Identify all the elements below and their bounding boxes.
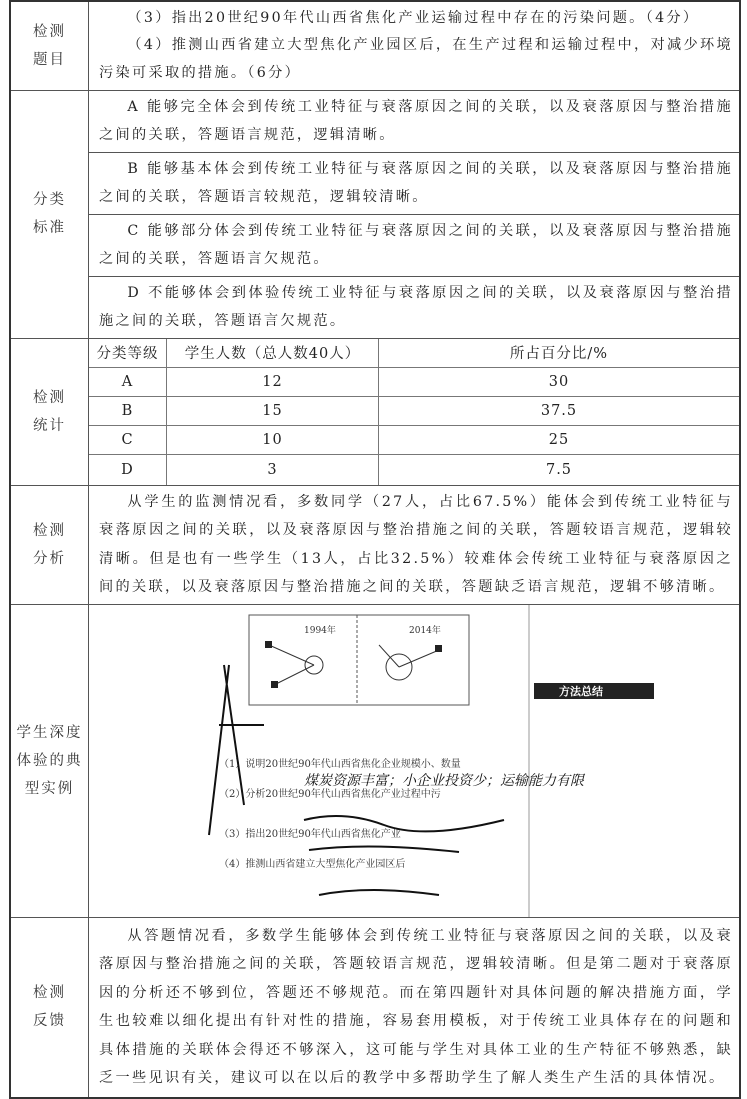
label-line: 型实例 xyxy=(24,780,75,797)
row-feedback xyxy=(10,917,740,1098)
statistics-header xyxy=(89,339,739,368)
cell-grade: A xyxy=(89,367,167,396)
printed-text: （2）分析20世纪90年代山西省焦化产业过程中污 xyxy=(219,788,441,800)
year-label: 2014年 xyxy=(409,625,441,636)
cell-grade: D xyxy=(89,454,167,485)
label-line: 检测 xyxy=(33,522,66,539)
header-percent: 所占百分比/% xyxy=(379,339,740,368)
row-statistics xyxy=(10,338,740,485)
analysis-text: 从学生的监测情况看，多数同学（27人，占比67.5%）能体会到传统工业特征与衰落原因之间的关联，以及衰落原因与整治措施之间的关联，答题较语言规范，逻辑较清晰。但是也有一些学生（13人，占比32.5%）较难体会传统工业特征与衰落原因之间的关联，以及衰落原因与整治措施之间的关联，答题缺乏语言规范，逻辑不够清晰。 xyxy=(99,493,733,595)
handwriting: 煤炭资源丰富；小企业投资少；运输能力有限 xyxy=(304,772,584,789)
row-label xyxy=(10,604,89,917)
row-question xyxy=(10,1,740,90)
cell-grade: B xyxy=(89,396,167,425)
student-answer-scan xyxy=(89,605,739,917)
table-row xyxy=(89,367,739,396)
cell-percent: 25 xyxy=(379,425,740,454)
table-row xyxy=(89,454,739,485)
feedback-text: 从答题情况看，多数学生能够体会到传统工业特征与衰落原因之间的关联，以及衰落原因与整治措施之间的关联，答题较语言规范，逻辑较清晰。但是第二题对于衰落原因的分析还不够到位，答题还不够规范。而在第四题针对具体问题的解决措施方面，学生也较难以细化提出有针对性的措施，容易套用模板，对于传统工业具体存在的问题和具体措施的关联体会得还不够深入，这可能与学生对具体工业的生产特征不够熟悉，缺乏一些见识有关，建议可以在以后的教学中多帮助学生了解人类生产生活的具体情况。 xyxy=(99,927,733,1086)
label-line: 分类 xyxy=(33,192,66,208)
printed-text: （1）说明20世纪90年代山西省焦化企业规模小、数量 xyxy=(219,758,461,770)
cell-percent: 7.5 xyxy=(379,454,740,485)
label-line: 统计 xyxy=(33,417,66,434)
criterion-a: A 能够完全体会到传统工业特征与衰落原因之间的关联，以及衰落原因与整治措施之间的关联，答题语言规范，逻辑清晰。 xyxy=(89,91,739,153)
row-example xyxy=(10,604,740,917)
row-label xyxy=(10,1,89,90)
example-content xyxy=(89,604,741,917)
label-line: 检测 xyxy=(33,389,66,406)
criterion-d: D 不能够体会到体验传统工业特征与衰落原因之间的关联，以及衰落原因与整治措施之间的关联，答题语言欠规范。 xyxy=(99,284,733,329)
question-3: （3）指出20世纪90年代山西省焦化产业运输过程中存在的污染问题。（4分） xyxy=(127,10,700,26)
printed-text: （4）推测山西省建立大型焦化产业园区后 xyxy=(219,858,406,870)
row-label xyxy=(10,485,89,604)
row-label xyxy=(10,338,89,485)
side-title: 方法总结 xyxy=(559,684,603,698)
criterion-c: C 能够部分体会到传统工业特征与衰落原因之间的关联，以及衰落原因与整治措施之间的关联，答题语言欠规范。 xyxy=(89,215,739,277)
label-line: 体验的典 xyxy=(16,752,83,769)
header-grade: 分类等级 xyxy=(89,339,167,368)
question-4: （4）推测山西省建立大型焦化产业园区后，在生产过程和运输过程中，对减少环境污染可采取的措施。（6分） xyxy=(99,36,733,81)
statistics-content xyxy=(89,338,741,485)
criterion-b: B 能够基本体会到传统工业特征与衰落原因之间的关联，以及衰落原因与整治措施之间的关联，答题语言较规范，逻辑较清晰。 xyxy=(89,153,739,215)
table-row xyxy=(89,396,739,425)
table-row xyxy=(89,425,739,454)
label-line: 标准 xyxy=(33,220,66,236)
row-criteria xyxy=(10,90,740,338)
header-count: 学生人数（总人数40人） xyxy=(167,339,379,368)
feedback-content xyxy=(89,917,741,1098)
evaluation-table xyxy=(9,0,741,1099)
row-analysis xyxy=(10,485,740,604)
cell-count: 10 xyxy=(167,425,379,454)
label-line: 检测 xyxy=(33,985,66,1001)
statistics-table xyxy=(89,339,739,485)
year-label: 1994年 xyxy=(304,625,336,636)
cell-percent: 37.5 xyxy=(379,396,740,425)
analysis-content xyxy=(89,485,741,604)
row-label xyxy=(10,90,89,338)
cell-count: 12 xyxy=(167,367,379,396)
printed-text: （3）指出20世纪90年代山西省焦化产业 xyxy=(219,828,401,840)
row-label xyxy=(10,917,89,1098)
cell-grade: C xyxy=(89,425,167,454)
criteria-content xyxy=(89,90,741,338)
label-line: 题目 xyxy=(33,51,66,68)
cell-percent: 30 xyxy=(379,367,740,396)
label-line: 检测 xyxy=(33,23,66,40)
cell-count: 3 xyxy=(167,454,379,485)
label-line: 反馈 xyxy=(33,1013,66,1029)
scan-image xyxy=(89,605,739,917)
label-line: 学生深度 xyxy=(16,724,83,741)
cell-count: 15 xyxy=(167,396,379,425)
question-content xyxy=(89,1,741,90)
label-line: 分析 xyxy=(33,550,66,567)
